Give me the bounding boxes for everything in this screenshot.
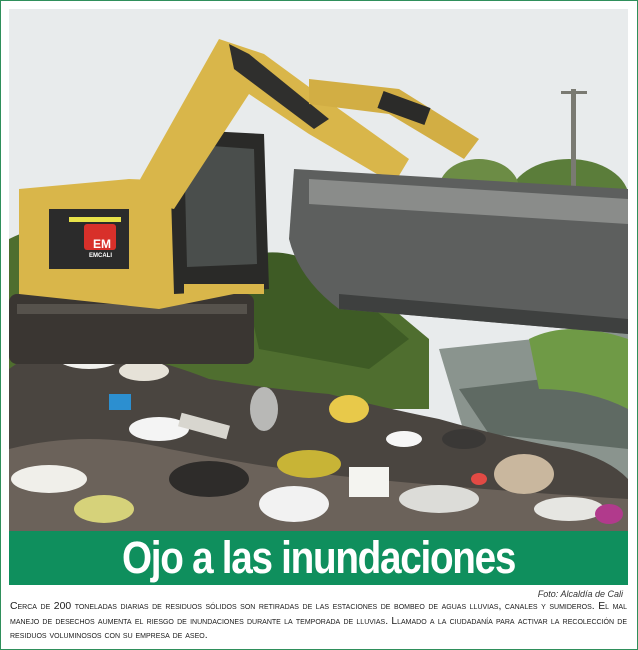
machine-brand-text: EMCALI (89, 253, 112, 259)
photo-illustration (9, 9, 628, 531)
article-body: Cerca de 200 toneladas diarias de residuos sólidos son retiradas de las estaciones de bombeo de aguas lluvias, canales y sumideros. El mal manejo de desechos aumenta el riesgo de inundaciones durante la temporada de lluvias. Llamado a la ciudadanía para activar la recolección de residuos voluminosos con su empresa de aseo. (10, 601, 627, 641)
headline: Ojo a las inundaciones (121, 532, 516, 583)
machine-badge-text: EM (93, 237, 111, 251)
excavator-garbage-photo (9, 9, 628, 531)
headline-band (9, 531, 628, 585)
photo-credit: Foto: Alcaldía de Cali (537, 589, 623, 599)
